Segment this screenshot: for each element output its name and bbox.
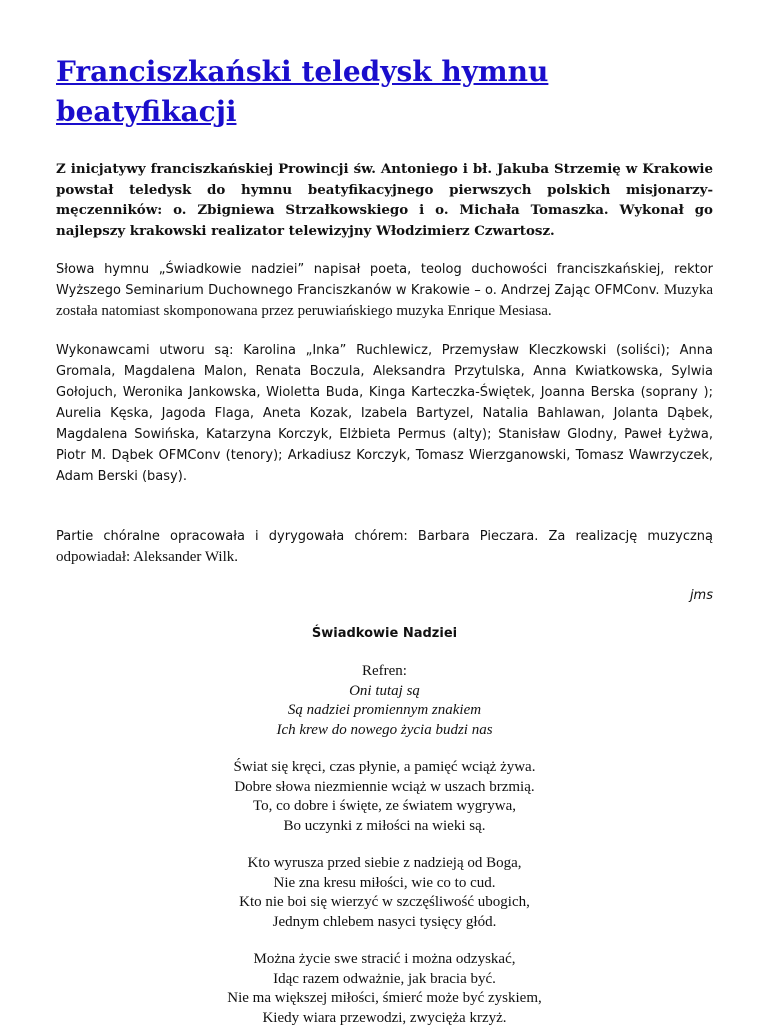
refrain-line: Są nadziei promiennym znakiem xyxy=(56,701,713,721)
stanza-2 xyxy=(56,854,713,932)
stanza-1 xyxy=(56,758,713,836)
refrain-line: Oni tutaj są xyxy=(56,682,713,702)
stanza-line: Nie ma większej miłości, śmierć może być zyskiem, xyxy=(56,989,713,1009)
stanza-line: Świat się kręci, czas płynie, a pamięć wciąż żywa. xyxy=(56,758,713,778)
performers-paragraph: Wykonawcami utworu są: Karolina „Inka” Ruchlewicz, Przemysław Kleczkowski (soliści); Anna Gromala, Magdalena Malon, Renata Boczula, Aleksandra Przytulska, Anna Kwiatkowska, Sylwia Gołojuch, Weronika Jankowska, Wioletta Buda, Kinga Karteczka-Świętek, Joanna Berska (soprany ); Aurelia Kęska, Jagoda Flaga, Aneta Kozak, Izabela Bartyzel, Natalia Bahlawan, Jolanta Dąbek, Magdalena Sowińska, Katarzyna Korczyk, Elżbieta Permus (alty); Stanisław Glodny, Paweł Łyżwa, Piotr M. Dąbek OFMConv (tenory); Arkadiusz Korczyk, Tomasz Wierzganowski, Tomasz Wawrzyczek, Adam Berski (basy). xyxy=(56,340,713,487)
author-signature: jms xyxy=(56,586,713,606)
lead-paragraph: Z inicjatywy franciszkańskiej Prowincji św. Antoniego i bł. Jakuba Strzemię w Krakowie powstał teledysk do hymnu beatyfikacyjnego pierwszych polskich misjonarzy-męczenników: o. Zbigniewa Strzałkowskiego i o. Michała Tomaszka. Wykonał go najlepszy krakowski realizator telewizyjny Włodzimierz Czwartosz. xyxy=(56,159,713,241)
lyrics-author-paragraph xyxy=(56,259,713,322)
stanza-line: Jednym chlebem nasyci tysięcy głód. xyxy=(56,913,713,933)
stanza-line: Idąc razem odważnie, jak bracia być. xyxy=(56,970,713,990)
refrain-line: Ich krew do nowego życia budzi nas xyxy=(56,721,713,741)
stanza-line: Można życie swe stracić i można odzyskać, xyxy=(56,950,713,970)
stanza-3 xyxy=(56,950,713,1028)
stanza-line: Bo uczynki z miłości na wieki są. xyxy=(56,817,713,837)
choir-director-text: Partie chóralne opracowała i dyrygowała chórem: Barbara Pieczara. Za realizację muzyczną xyxy=(56,529,713,544)
lyrics-author-text: Słowa hymnu „Świadkowie nadziei” napisał poeta, teolog duchowości franciszkańskiej, rektor Wyższego Seminarium Duchownego Franciszkanów w Krakowie – o. Andrzej Zając OFMConv. xyxy=(56,262,713,298)
refrain xyxy=(56,662,713,740)
stanza-line: Dobre słowa niezmiennie wciąż w uszach brzmią. xyxy=(56,778,713,798)
stanza-line: Kiedy wiara przewodzi, zwycięża krzyż. xyxy=(56,1009,713,1028)
article xyxy=(56,52,713,1028)
music-composer-text: Muzyka została natomiast skomponowana przez peruwiańskiego muzyka Enrique Mesiasa. xyxy=(56,282,713,319)
paragraph-spacer xyxy=(56,487,713,508)
poem-title: Świadkowie Nadziei xyxy=(56,624,713,644)
stanza-line: To, co dobre i święte, ze światem wygrywa, xyxy=(56,797,713,817)
stanza-line: Kto wyrusza przed siebie z nadzieją od Boga, xyxy=(56,854,713,874)
stanza-line: Nie zna kresu miłości, wie co to cud. xyxy=(56,874,713,894)
music-producer-text: odpowiadał: Aleksander Wilk. xyxy=(56,549,238,565)
refrain-label: Refren: xyxy=(56,662,713,682)
article-title-link[interactable]: Franciszkański teledysk hymnu beatyfikacji xyxy=(56,55,548,128)
stanza-line: Kto nie boi się wierzyć w szczęśliwość ubogich, xyxy=(56,893,713,913)
article-title xyxy=(56,52,713,132)
choir-credits-paragraph xyxy=(56,526,713,568)
